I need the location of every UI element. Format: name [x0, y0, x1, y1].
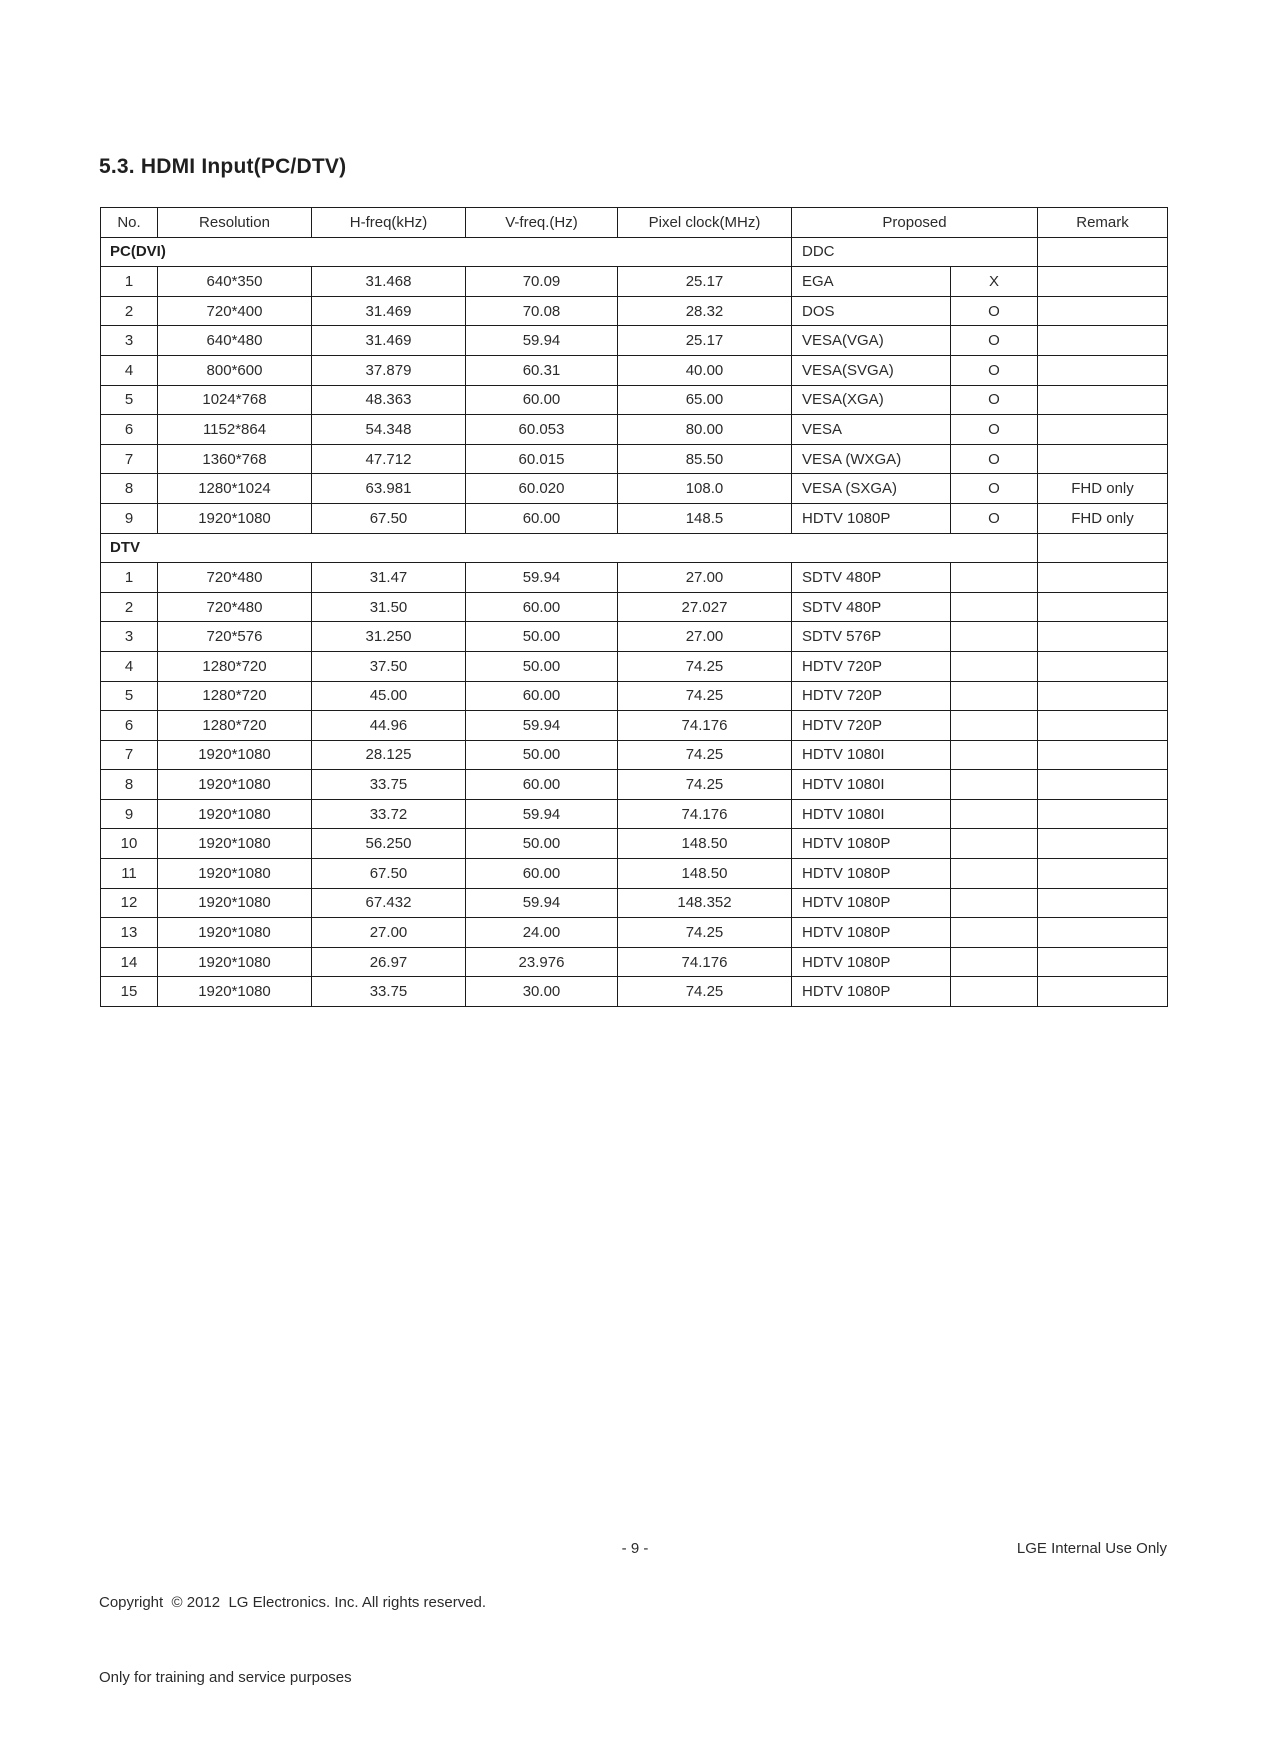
cell-status: [951, 918, 1038, 948]
cell-resolution: 1360*768: [158, 444, 312, 474]
cell-resolution: 640*350: [158, 267, 312, 297]
cell-remark: FHD only: [1038, 474, 1168, 504]
cell-remark: [1038, 355, 1168, 385]
cell-v-freq: 60.015: [466, 444, 618, 474]
cell-no: 8: [101, 474, 158, 504]
cell-resolution: 1920*1080: [158, 977, 312, 1007]
cell-pixel-clock: 148.50: [618, 859, 792, 889]
cell-no: 14: [101, 947, 158, 977]
cell-no: 4: [101, 651, 158, 681]
cell-remark: [1038, 385, 1168, 415]
cell-resolution: 1280*720: [158, 651, 312, 681]
table-row: [101, 474, 1168, 504]
cell-v-freq: 24.00: [466, 918, 618, 948]
cell-proposed: HDTV 1080P: [792, 888, 951, 918]
cell-proposed: HDTV 1080I: [792, 770, 951, 800]
cell-h-freq: 47.712: [312, 444, 466, 474]
cell-status: X: [951, 267, 1038, 297]
cell-remark: [1038, 267, 1168, 297]
cell-no: 9: [101, 503, 158, 533]
cell-no: 11: [101, 859, 158, 889]
table-row: [101, 888, 1168, 918]
footer-copyright: [99, 1540, 486, 1740]
cell-remark: [1038, 947, 1168, 977]
cell-no: 3: [101, 326, 158, 356]
cell-v-freq: 59.94: [466, 326, 618, 356]
cell-remark: [1038, 977, 1168, 1007]
cell-pixel-clock: 85.50: [618, 444, 792, 474]
cell-status: [951, 888, 1038, 918]
cell-proposed: SDTV 480P: [792, 563, 951, 593]
cell-h-freq: 56.250: [312, 829, 466, 859]
cell-pixel-clock: 74.176: [618, 947, 792, 977]
cell-no: 15: [101, 977, 158, 1007]
cell-resolution: 800*600: [158, 355, 312, 385]
table-row: [101, 503, 1168, 533]
cell-v-freq: 59.94: [466, 799, 618, 829]
table-row: [101, 296, 1168, 326]
cell-status: [951, 740, 1038, 770]
cell-proposed: HDTV 1080P: [792, 829, 951, 859]
cell-pixel-clock: 74.25: [618, 770, 792, 800]
cell-h-freq: 44.96: [312, 711, 466, 741]
cell-status: [951, 947, 1038, 977]
cell-resolution: 1920*1080: [158, 740, 312, 770]
cell-status: [951, 651, 1038, 681]
cell-v-freq: 59.94: [466, 711, 618, 741]
cell-no: 13: [101, 918, 158, 948]
cell-no: 6: [101, 711, 158, 741]
cell-remark: [1038, 770, 1168, 800]
footer-copyright-line1: Copyright © 2012 LG Electronics. Inc. All rights reserved.: [99, 1594, 487, 1611]
cell-remark: [1038, 859, 1168, 889]
cell-proposed: VESA: [792, 415, 951, 445]
table-row: [101, 415, 1168, 445]
cell-status: O: [951, 474, 1038, 504]
table-row: [101, 829, 1168, 859]
table-row: [101, 799, 1168, 829]
cell-status: [951, 563, 1038, 593]
cell-no: 6: [101, 415, 158, 445]
cell-v-freq: 60.00: [466, 681, 618, 711]
section-header-row: [101, 237, 1168, 267]
table-row: [101, 740, 1168, 770]
cell-h-freq: 26.97: [312, 947, 466, 977]
cell-no: 2: [101, 296, 158, 326]
cell-remark: [1038, 829, 1168, 859]
cell-proposed: HDTV 1080I: [792, 740, 951, 770]
cell-status: [951, 977, 1038, 1007]
cell-no: 10: [101, 829, 158, 859]
col-header-v-freq: V-freq.(Hz): [466, 208, 618, 238]
cell-pixel-clock: 74.176: [618, 711, 792, 741]
cell-pixel-clock: 74.25: [618, 977, 792, 1007]
cell-pixel-clock: 148.5: [618, 503, 792, 533]
cell-remark: [1038, 444, 1168, 474]
cell-status: O: [951, 444, 1038, 474]
section-note: DDC: [792, 237, 1038, 267]
cell-no: 3: [101, 622, 158, 652]
cell-h-freq: 37.879: [312, 355, 466, 385]
cell-proposed: VESA(VGA): [792, 326, 951, 356]
cell-resolution: 1280*720: [158, 681, 312, 711]
table-row: [101, 711, 1168, 741]
cell-no: 1: [101, 267, 158, 297]
cell-resolution: 1920*1080: [158, 799, 312, 829]
cell-h-freq: 27.00: [312, 918, 466, 948]
table-row: [101, 267, 1168, 297]
cell-status: [951, 592, 1038, 622]
cell-v-freq: 60.00: [466, 859, 618, 889]
table-row: [101, 947, 1168, 977]
cell-pixel-clock: 74.25: [618, 918, 792, 948]
cell-v-freq: 60.00: [466, 592, 618, 622]
cell-h-freq: 31.469: [312, 296, 466, 326]
cell-pixel-clock: 80.00: [618, 415, 792, 445]
cell-resolution: 1920*1080: [158, 829, 312, 859]
cell-status: [951, 859, 1038, 889]
col-header-no: No.: [101, 208, 158, 238]
table-header-row: [101, 208, 1168, 238]
cell-v-freq: 60.053: [466, 415, 618, 445]
cell-remark: [1038, 592, 1168, 622]
table-row: [101, 859, 1168, 889]
cell-status: [951, 681, 1038, 711]
table-row: [101, 651, 1168, 681]
cell-status: [951, 770, 1038, 800]
cell-v-freq: 60.00: [466, 770, 618, 800]
cell-no: 9: [101, 799, 158, 829]
cell-remark: FHD only: [1038, 503, 1168, 533]
cell-resolution: 1280*720: [158, 711, 312, 741]
cell-v-freq: 23.976: [466, 947, 618, 977]
table-row: [101, 563, 1168, 593]
cell-resolution: 640*480: [158, 326, 312, 356]
cell-proposed: VESA (SXGA): [792, 474, 951, 504]
col-header-h-freq: H-freq(kHz): [312, 208, 466, 238]
cell-pixel-clock: 74.25: [618, 740, 792, 770]
cell-remark: [1038, 296, 1168, 326]
cell-status: [951, 711, 1038, 741]
cell-h-freq: 45.00: [312, 681, 466, 711]
cell-proposed: HDTV 1080P: [792, 503, 951, 533]
cell-pixel-clock: 28.32: [618, 296, 792, 326]
page-number: - 9 -: [621, 1540, 649, 1557]
cell-status: O: [951, 326, 1038, 356]
cell-resolution: 1920*1080: [158, 888, 312, 918]
cell-v-freq: 60.00: [466, 385, 618, 415]
cell-proposed: HDTV 720P: [792, 711, 951, 741]
footer-right-note: LGE Internal Use Only: [1016, 1540, 1167, 1557]
cell-proposed: HDTV 720P: [792, 681, 951, 711]
cell-no: 5: [101, 385, 158, 415]
cell-remark: [1038, 681, 1168, 711]
cell-resolution: 1152*864: [158, 415, 312, 445]
cell-h-freq: 31.47: [312, 563, 466, 593]
cell-resolution: 1920*1080: [158, 859, 312, 889]
cell-v-freq: 59.94: [466, 563, 618, 593]
cell-h-freq: 31.468: [312, 267, 466, 297]
cell-status: [951, 622, 1038, 652]
cell-status: O: [951, 355, 1038, 385]
cell-proposed: HDTV 1080P: [792, 859, 951, 889]
col-header-resolution: Resolution: [158, 208, 312, 238]
cell-v-freq: 50.00: [466, 740, 618, 770]
cell-h-freq: 48.363: [312, 385, 466, 415]
cell-pixel-clock: 148.50: [618, 829, 792, 859]
cell-remark: [1038, 799, 1168, 829]
cell-no: 12: [101, 888, 158, 918]
cell-status: O: [951, 503, 1038, 533]
cell-proposed: VESA(SVGA): [792, 355, 951, 385]
cell-v-freq: 60.31: [466, 355, 618, 385]
cell-remark: [1038, 326, 1168, 356]
cell-pixel-clock: 40.00: [618, 355, 792, 385]
cell-pixel-clock: 108.0: [618, 474, 792, 504]
cell-pixel-clock: 25.17: [618, 326, 792, 356]
table-row: [101, 918, 1168, 948]
cell-v-freq: 50.00: [466, 622, 618, 652]
table-row: [101, 977, 1168, 1007]
col-header-pixel-clock: Pixel clock(MHz): [618, 208, 792, 238]
cell-proposed: SDTV 576P: [792, 622, 951, 652]
cell-resolution: 1920*1080: [158, 770, 312, 800]
cell-remark: [1038, 740, 1168, 770]
cell-pixel-clock: 65.00: [618, 385, 792, 415]
cell-status: [951, 829, 1038, 859]
cell-status: O: [951, 296, 1038, 326]
cell-no: 7: [101, 740, 158, 770]
table-row: [101, 385, 1168, 415]
table-row: [101, 355, 1168, 385]
cell-h-freq: 67.432: [312, 888, 466, 918]
cell-v-freq: 50.00: [466, 829, 618, 859]
cell-status: O: [951, 415, 1038, 445]
cell-v-freq: 30.00: [466, 977, 618, 1007]
section-remark-cell: [1038, 533, 1168, 563]
cell-v-freq: 60.00: [466, 503, 618, 533]
cell-pixel-clock: 27.00: [618, 563, 792, 593]
cell-pixel-clock: 74.25: [618, 681, 792, 711]
table-body: [101, 237, 1168, 1006]
cell-no: 4: [101, 355, 158, 385]
cell-resolution: 720*480: [158, 592, 312, 622]
cell-proposed: HDTV 720P: [792, 651, 951, 681]
footer-copyright-line2: Only for training and service purposes: [99, 1669, 352, 1686]
cell-h-freq: 31.250: [312, 622, 466, 652]
hdmi-input-spec-table: [100, 207, 1168, 1007]
table-row: [101, 681, 1168, 711]
cell-proposed: HDTV 1080P: [792, 977, 951, 1007]
cell-h-freq: 63.981: [312, 474, 466, 504]
cell-status: [951, 799, 1038, 829]
cell-pixel-clock: 74.25: [618, 651, 792, 681]
table-row: [101, 622, 1168, 652]
cell-pixel-clock: 27.00: [618, 622, 792, 652]
cell-h-freq: 33.75: [312, 770, 466, 800]
cell-resolution: 1920*1080: [158, 918, 312, 948]
table-row: [101, 770, 1168, 800]
cell-proposed: EGA: [792, 267, 951, 297]
cell-proposed: VESA (WXGA): [792, 444, 951, 474]
cell-pixel-clock: 25.17: [618, 267, 792, 297]
cell-h-freq: 31.50: [312, 592, 466, 622]
cell-no: 8: [101, 770, 158, 800]
cell-remark: [1038, 711, 1168, 741]
cell-no: 2: [101, 592, 158, 622]
page-title: 5.3. HDMI Input(PC/DTV): [99, 155, 347, 178]
cell-v-freq: 70.09: [466, 267, 618, 297]
cell-h-freq: 67.50: [312, 503, 466, 533]
cell-pixel-clock: 74.176: [618, 799, 792, 829]
cell-resolution: 1920*1080: [158, 947, 312, 977]
cell-v-freq: 59.94: [466, 888, 618, 918]
cell-proposed: DOS: [792, 296, 951, 326]
cell-h-freq: 67.50: [312, 859, 466, 889]
cell-h-freq: 37.50: [312, 651, 466, 681]
cell-proposed: HDTV 1080I: [792, 799, 951, 829]
cell-v-freq: 60.020: [466, 474, 618, 504]
table-row: [101, 444, 1168, 474]
cell-remark: [1038, 563, 1168, 593]
cell-resolution: 1280*1024: [158, 474, 312, 504]
cell-no: 1: [101, 563, 158, 593]
cell-no: 5: [101, 681, 158, 711]
cell-no: 7: [101, 444, 158, 474]
table-row: [101, 592, 1168, 622]
cell-resolution: 1024*768: [158, 385, 312, 415]
section-label: PC(DVI): [101, 237, 792, 267]
cell-h-freq: 33.75: [312, 977, 466, 1007]
cell-proposed: HDTV 1080P: [792, 947, 951, 977]
cell-status: O: [951, 385, 1038, 415]
cell-remark: [1038, 415, 1168, 445]
section-header-row: [101, 533, 1168, 563]
cell-proposed: VESA(XGA): [792, 385, 951, 415]
cell-resolution: 1920*1080: [158, 503, 312, 533]
cell-resolution: 720*480: [158, 563, 312, 593]
cell-h-freq: 33.72: [312, 799, 466, 829]
cell-resolution: 720*400: [158, 296, 312, 326]
cell-proposed: SDTV 480P: [792, 592, 951, 622]
col-header-remark: Remark: [1038, 208, 1168, 238]
table-row: [101, 326, 1168, 356]
cell-v-freq: 50.00: [466, 651, 618, 681]
cell-resolution: 720*576: [158, 622, 312, 652]
cell-pixel-clock: 27.027: [618, 592, 792, 622]
cell-h-freq: 54.348: [312, 415, 466, 445]
cell-remark: [1038, 918, 1168, 948]
cell-v-freq: 70.08: [466, 296, 618, 326]
cell-remark: [1038, 651, 1168, 681]
cell-pixel-clock: 148.352: [618, 888, 792, 918]
cell-remark: [1038, 888, 1168, 918]
col-header-proposed: Proposed: [792, 208, 1038, 238]
cell-remark: [1038, 622, 1168, 652]
section-remark-cell: [1038, 237, 1168, 267]
cell-proposed: HDTV 1080P: [792, 918, 951, 948]
section-label: DTV: [101, 533, 1038, 563]
cell-h-freq: 28.125: [312, 740, 466, 770]
cell-h-freq: 31.469: [312, 326, 466, 356]
